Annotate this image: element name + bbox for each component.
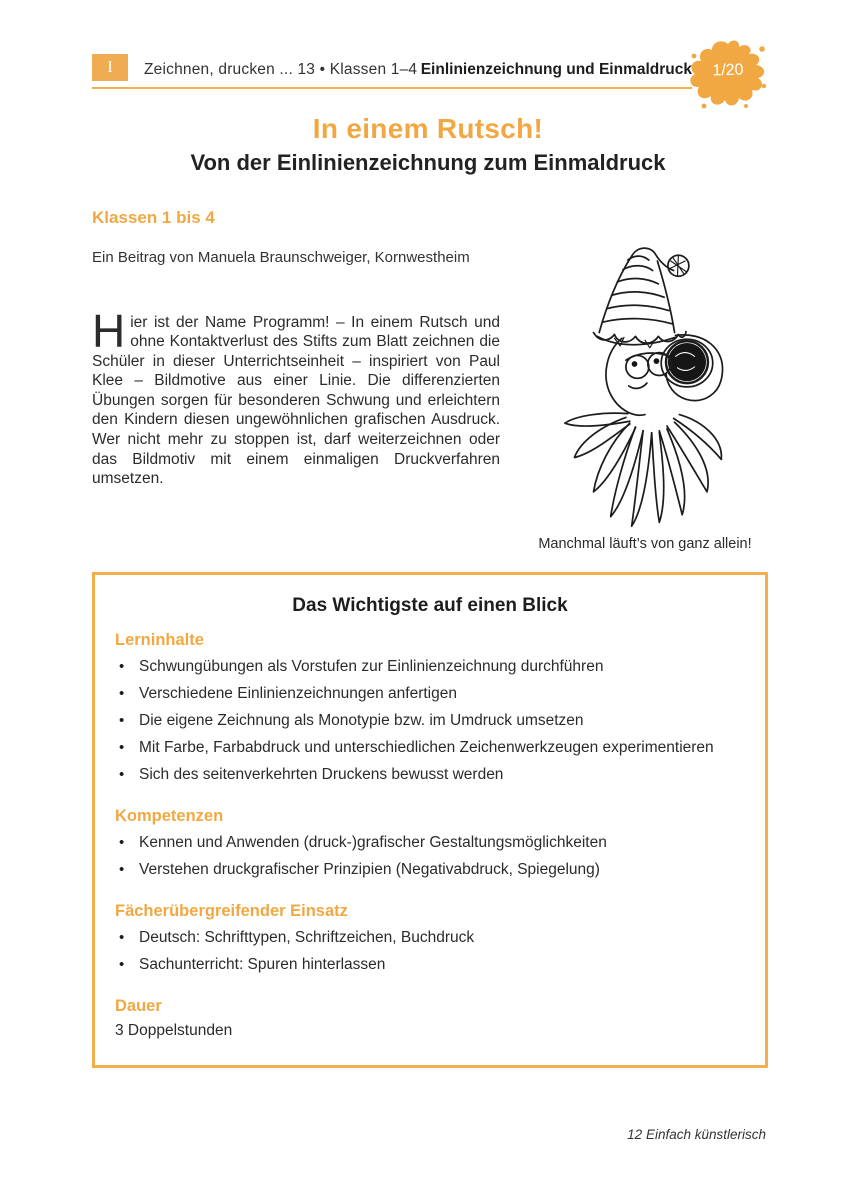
dropcap: H: [92, 304, 126, 357]
series-title: Zeichnen, drucken ... 13 • Klassen 1–4: [144, 61, 418, 78]
list-item: • Verstehen druckgrafischer Prinzipien (Negativabdruck, Spiegelung): [115, 860, 745, 880]
volume-tab: I: [92, 54, 128, 81]
list-item: • Kennen und Anwenden (druck-)grafischer Gestaltungsmöglichkeiten: [115, 833, 745, 853]
page-badge: [688, 36, 768, 110]
lerninhalte-list: [115, 657, 745, 785]
intro-paragraph: [92, 304, 500, 489]
list-item: • Verschiedene Einlinienzeichnungen anfertigen: [115, 684, 745, 704]
kompetenzen-list: [115, 833, 745, 880]
page-title: In einem Rutsch!: [312, 113, 544, 144]
list-item: • Mit Farbe, Farbabdruck und unterschiedlichen Zeichenwerkzeugen experimentieren: [115, 738, 745, 758]
list-item: • Sich des seitenverkehrten Druckens bewusst werden: [115, 765, 745, 785]
page-badge-label: 1/20: [712, 61, 744, 80]
section-heading-lerninhalte: Lerninhalte: [115, 631, 204, 649]
unit-title: Einlinienzeichnung und Einmaldruck: [420, 61, 692, 78]
figure: [526, 240, 764, 552]
page-subtitle: Von der Einlinienzeichnung zum Einmaldruck: [190, 150, 666, 175]
list-item: • Schwungübungen als Vorstufen zur Einlinienzeichnung durchführen: [115, 657, 745, 677]
section-heading-dauer: Dauer: [115, 997, 162, 1015]
section-heading-faecheruebergreifend: Fächerübergreifender Einsatz: [115, 902, 348, 920]
dauer-value: 3 Doppelstunden: [115, 1022, 233, 1039]
page-header: [92, 54, 692, 89]
section-heading-kompetenzen: Kompetenzen: [115, 807, 224, 825]
list-item: • Deutsch: Schrifttypen, Schriftzeichen, Buchdruck: [115, 928, 745, 948]
list-item: • Sachunterricht: Spuren hinterlassen: [115, 955, 745, 975]
figure-caption: Manchmal läuft’s von ganz allein!: [538, 536, 752, 552]
author-byline: Ein Beitrag von Manuela Braunschweiger, Kornwestheim: [92, 249, 470, 266]
grade-heading: Klassen 1 bis 4: [92, 208, 215, 227]
page-footer: 12 Einfach künstlerisch: [627, 1127, 766, 1142]
faecher-list: [115, 928, 745, 975]
overview-box-title: Das Wichtigste auf einen Blick: [292, 595, 568, 616]
list-item: • Die eigene Zeichnung als Monotypie bzw. im Umdruck umsetzen: [115, 711, 745, 731]
intro-text: ier ist der Name Programm! – In einem Rutsch und ohne Kontaktverlust des Stifts zum Blatt zeichnen die Schüler in dieser Unterrichtseinheit – inspiriert von Paul Klee – Bildmotive aus einer Linie. Die differenzierten Übungen sorgen für besonderen Schwung und erleichtern den Kindern diesen ungewöhnlichen grafischen Ausdruck. Wer nicht mehr zu stoppen ist, darf weiterzeichnen oder das Bildmotiv mit einem einmaligen Druckverfahren umsetzen.: [92, 313, 500, 488]
overview-box: [92, 572, 768, 1068]
one-line-drawing: [526, 240, 764, 530]
